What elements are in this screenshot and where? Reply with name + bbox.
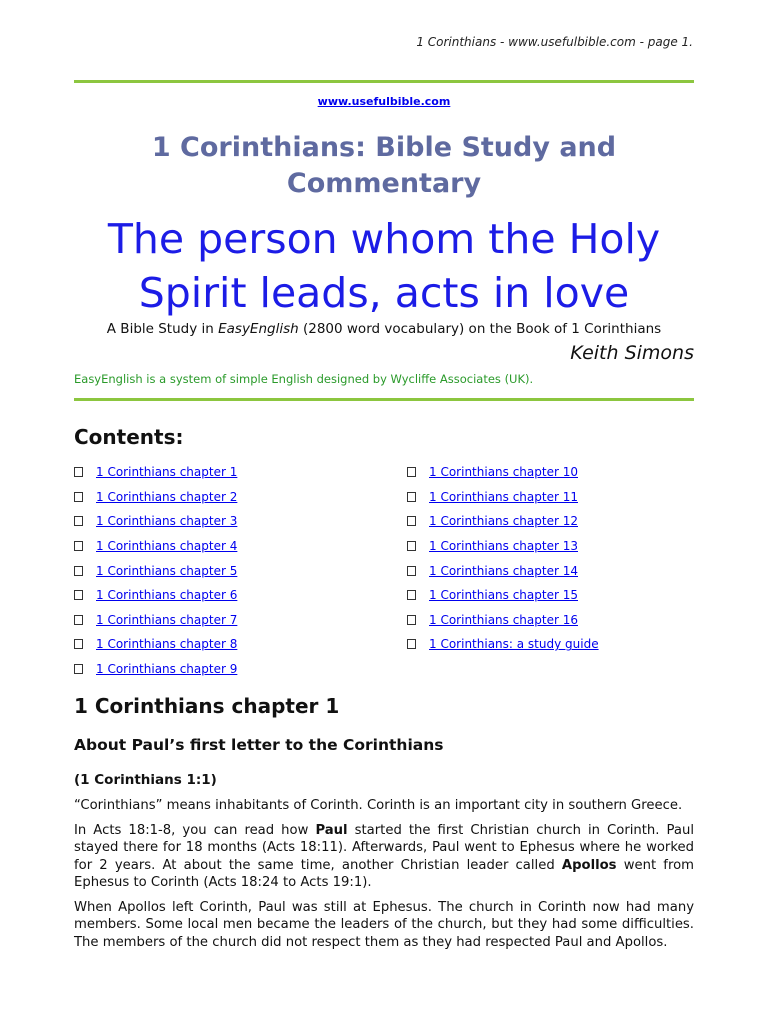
- main-title: The person whom the Holy Spirit leads, acts in love: [107, 215, 661, 317]
- p2-text-e: went from Ephesus to Corinth (Acts 18:24 to Acts 19:1).: [74, 857, 694, 890]
- checkbox-bullet-icon: [407, 516, 416, 526]
- page-title: 1 Corinthians: Bible Study and Commentary: [151, 132, 617, 199]
- checkbox-bullet-icon: [407, 492, 416, 502]
- toc-item: [74, 632, 237, 657]
- toc-item: [407, 632, 599, 657]
- toc-item: [407, 509, 599, 534]
- checkbox-bullet-icon: [407, 590, 416, 600]
- toc-link[interactable]: 1 Corinthians chapter 9: [96, 662, 238, 677]
- paragraph-2: [74, 822, 694, 891]
- toc-item: [74, 534, 237, 559]
- toc-link[interactable]: 1 Corinthians chapter 12: [429, 514, 578, 529]
- author: Keith Simons: [570, 342, 694, 364]
- checkbox-bullet-icon: [74, 541, 83, 551]
- toc-link[interactable]: 1 Corinthians chapter 15: [429, 588, 578, 603]
- checkbox-bullet-icon: [74, 639, 83, 649]
- checkbox-bullet-icon: [407, 467, 416, 477]
- checkbox-bullet-icon: [407, 639, 416, 649]
- toc-link[interactable]: 1 Corinthians chapter 8: [96, 637, 238, 652]
- toc-item: [74, 608, 237, 633]
- p2-bold-paul: Paul: [315, 823, 348, 838]
- site-link[interactable]: www.usefulbible.com: [317, 95, 451, 108]
- toc-link[interactable]: 1 Corinthians chapter 3: [96, 514, 238, 529]
- checkbox-bullet-icon: [74, 590, 83, 600]
- toc-item: [74, 657, 237, 682]
- toc-left-column: [74, 460, 237, 681]
- checkbox-bullet-icon: [74, 516, 83, 526]
- toc-item: [407, 534, 599, 559]
- paragraph-1: “Corinthians” means inhabitants of Corinth. Corinth is an important city in southern Greece.: [74, 798, 683, 813]
- toc-link[interactable]: 1 Corinthians chapter 6: [96, 588, 238, 603]
- table-of-contents: [74, 460, 694, 680]
- verse-reference: (1 Corinthians 1:1): [74, 772, 217, 788]
- toc-link[interactable]: 1 Corinthians chapter 13: [429, 539, 578, 554]
- subtitle-post: (2800 word vocabulary) on the Book of 1 Corinthians: [298, 321, 662, 337]
- subtitle: [74, 321, 694, 337]
- subtitle-em: EasyEnglish: [218, 321, 299, 337]
- toc-item: [407, 608, 599, 633]
- toc-link[interactable]: 1 Corinthians chapter 4: [96, 539, 238, 554]
- p2-bold-apollos: Apollos: [561, 857, 617, 873]
- toc-item: [74, 509, 237, 534]
- toc-link[interactable]: 1 Corinthians: a study guide: [429, 637, 599, 652]
- toc-link[interactable]: 1 Corinthians chapter 2: [96, 489, 238, 504]
- toc-right-column: [407, 460, 599, 657]
- toc-item: [407, 558, 599, 583]
- checkbox-bullet-icon: [407, 541, 416, 551]
- toc-link[interactable]: 1 Corinthians chapter 16: [429, 612, 578, 627]
- checkbox-bullet-icon: [74, 615, 83, 625]
- bottom-rule: [74, 398, 694, 401]
- checkbox-bullet-icon: [407, 615, 416, 625]
- checkbox-bullet-icon: [74, 664, 83, 674]
- easyenglish-note: EasyEnglish is a system of simple English designed by Wycliffe Associates (UK).: [74, 372, 534, 386]
- toc-link[interactable]: 1 Corinthians chapter 7: [96, 612, 238, 627]
- running-header: 1 Corinthians - www.usefulbible.com - page 1.: [416, 35, 693, 49]
- paragraph-3: When Apollos left Corinth, Paul was still at Ephesus. The church in Corinth now had many members. Some local men became the leaders of the church, but they had some difficulties. The members of the church did not respect them as they had respected Paul and Apollos.: [74, 900, 694, 950]
- p2-text-a: In Acts 18:1-8, you can read how: [74, 823, 316, 838]
- subtitle-pre: A Bible Study in: [106, 321, 219, 337]
- contents-heading: Contents:: [74, 425, 184, 449]
- p2-text-c: started the first Christian church in Corinth. Paul stayed there for 18 months (Acts 18:11). Afterwards, Paul went to Ephesus where he worked for 2 years. At about the same time, another Christian leader called: [74, 823, 694, 873]
- toc-link[interactable]: 1 Corinthians chapter 5: [96, 563, 238, 578]
- toc-link[interactable]: 1 Corinthians chapter 14: [429, 563, 578, 578]
- section-heading: About Paul’s first letter to the Corinthians: [74, 736, 444, 754]
- checkbox-bullet-icon: [407, 566, 416, 576]
- toc-item: [407, 583, 599, 608]
- toc-item: [74, 583, 237, 608]
- toc-item: [407, 460, 599, 485]
- checkbox-bullet-icon: [74, 467, 83, 477]
- checkbox-bullet-icon: [74, 566, 83, 576]
- toc-link[interactable]: 1 Corinthians chapter 10: [429, 465, 578, 480]
- toc-item: [74, 485, 237, 510]
- checkbox-bullet-icon: [74, 492, 83, 502]
- toc-item: [74, 558, 237, 583]
- chapter-heading: 1 Corinthians chapter 1: [74, 694, 340, 718]
- toc-link[interactable]: 1 Corinthians chapter 11: [429, 489, 578, 504]
- site-link-line: [74, 95, 694, 108]
- top-rule: [74, 80, 694, 83]
- toc-link[interactable]: 1 Corinthians chapter 1: [96, 465, 238, 480]
- toc-item: [407, 485, 599, 510]
- toc-item: [74, 460, 237, 485]
